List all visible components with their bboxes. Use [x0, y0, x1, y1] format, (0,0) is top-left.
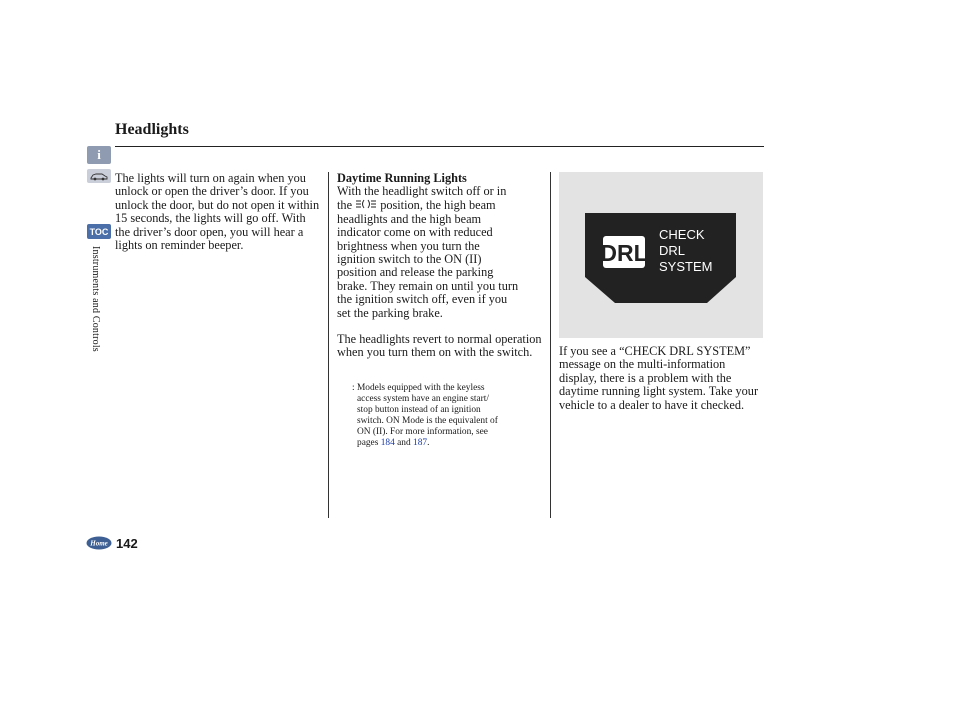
- column-divider: [328, 172, 329, 518]
- car-icon[interactable]: [87, 169, 111, 183]
- info-icon[interactable]: i: [87, 146, 111, 164]
- paragraph-relight: The lights will turn on again when you unlock or open the driver’s door. If you unlock the door, but do not open it within 15 seconds, the lights will go off. With the driver’s door open, you will hear a lights on reminder beeper.: [115, 171, 320, 253]
- page-link-187[interactable]: 187: [413, 438, 428, 448]
- column-right: [559, 345, 763, 412]
- display-line-check: CHECK: [659, 227, 705, 242]
- page-link-184[interactable]: 184: [380, 438, 395, 448]
- check-drl-paragraph: If you see a “CHECK DRL SYSTEM” message on the multi-information display, there is a problem with the daytime running light system. Take your vehicle to a dealer to have it checked.: [559, 344, 759, 412]
- title-rule: [115, 146, 764, 147]
- column-middle: [337, 172, 543, 360]
- column-left: [115, 172, 320, 252]
- footnote: : Models equipped with the keyless access system have an engine start/ stop button instead of an ignition switch. ON Mode is the equivalent of ON (II). For more information, see pages 184 and 187.: [352, 383, 498, 448]
- multi-info-display-illustration: [559, 172, 763, 338]
- section-heading: Daytime Running Lights: [337, 171, 467, 185]
- toc-button[interactable]: TOC: [87, 224, 111, 239]
- page-title: Headlights: [115, 121, 189, 138]
- home-label: Home: [90, 539, 108, 548]
- home-button[interactable]: [86, 536, 112, 550]
- drl-display-figure: [559, 172, 763, 338]
- drl-badge: DRL: [600, 240, 648, 266]
- drl-paragraph: With the headlight switch off or in the position, the high beam headlights and the high beam indicator come on with reduced brightness when you turn the ignition switch to the ON (II) position and release the parking brake. They remain on until you turn the ignition switch off, even if you set the parking brake.: [337, 184, 519, 320]
- headlight-beam-icon: [355, 199, 377, 212]
- display-line-system: SYSTEM: [659, 259, 713, 274]
- revert-paragraph: The headlights revert to normal operation when you turn them on with the switch.: [337, 331, 542, 360]
- page-number: 142: [116, 536, 138, 551]
- column-divider-2: [550, 172, 551, 518]
- display-line-drl: DRL: [659, 243, 686, 258]
- section-tab[interactable]: Instruments and Controls: [90, 246, 101, 352]
